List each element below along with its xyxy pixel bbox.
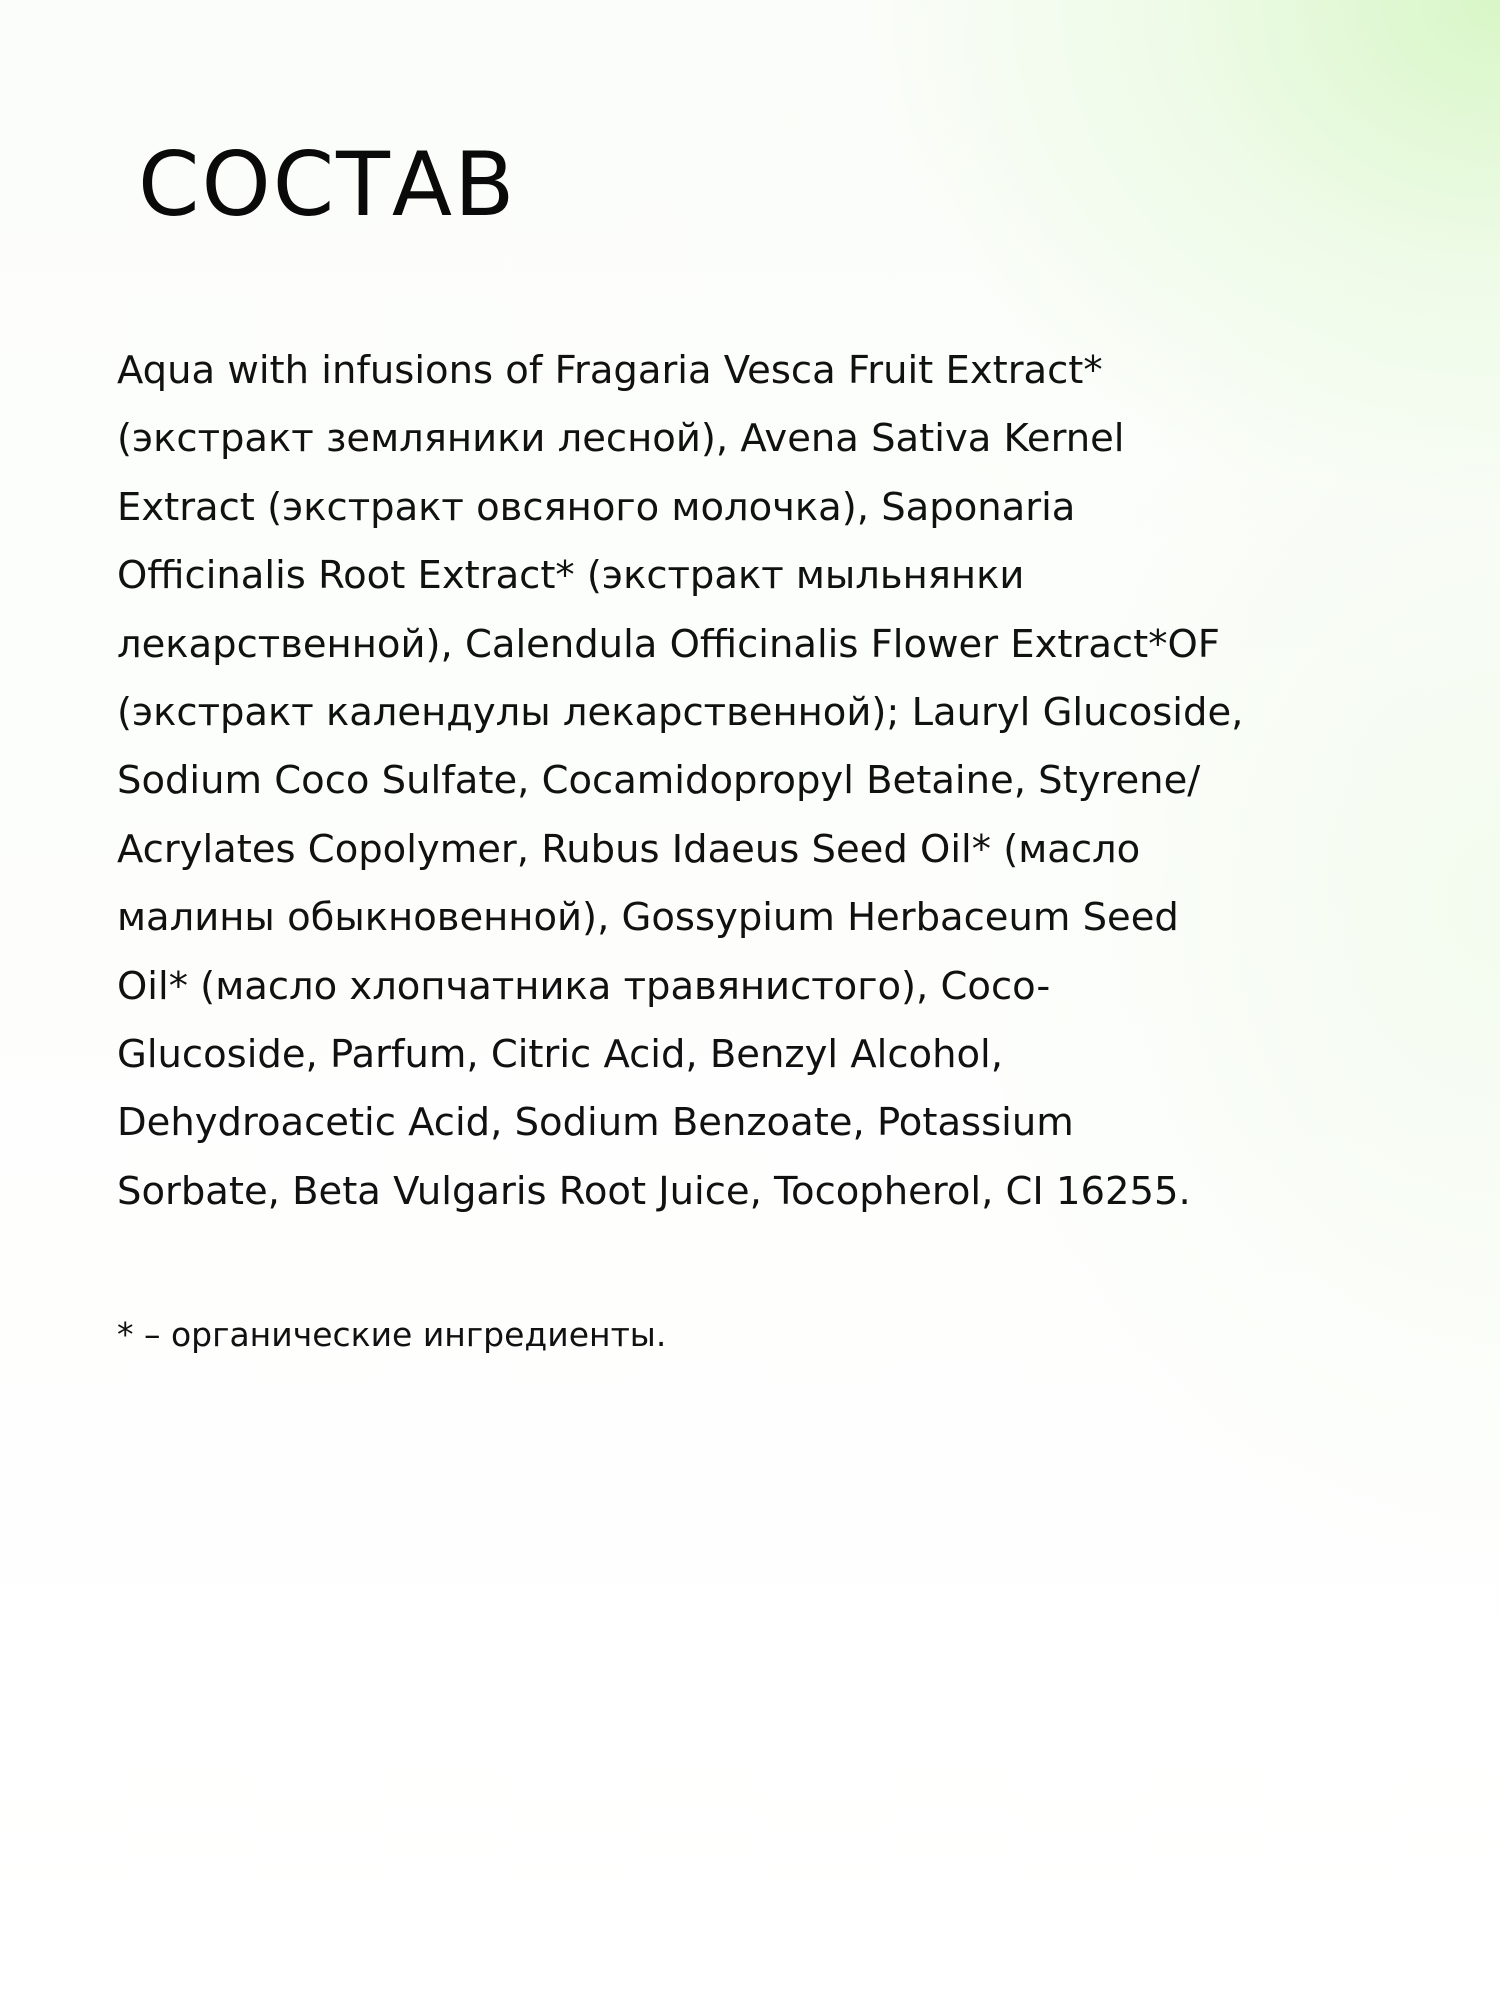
ingredients-line: (экстракт земляники лесной), Avena Sativa Kernel: [117, 416, 1125, 462]
ingredients-line: Sodium Coco Sulfate, Cocamidopropyl Betaine, Styrene/: [117, 758, 1201, 804]
ingredients-line: Aqua with infusions of Fragaria Vesca Fruit Extract*: [117, 348, 1103, 393]
ingredients-line: (экстракт календулы лекарственной); Lauryl Glucoside,: [117, 690, 1244, 736]
ingredients-line: лекарственной), Calendula Officinalis Flower Extract*OF: [117, 621, 1220, 667]
ingredients-line: Acrylates Copolymer, Rubus Idaeus Seed Oil* (масло: [117, 826, 1141, 872]
ingredients-line: Dehydroacetic Acid, Sodium Benzoate, Potassium: [117, 1100, 1074, 1146]
ingredients-paragraph: [117, 337, 1367, 1226]
ingredients-line: Glucoside, Parfum, Citric Acid, Benzyl Alcohol,: [117, 1032, 1003, 1078]
organic-footnote: * – органические ингредиенты.: [117, 1315, 667, 1354]
ingredients-line: Officinalis Root Extract* (экстракт мыльнянки: [117, 553, 1025, 599]
ingredients-line: Oil* (масло хлопчатника травянистого), Coco-: [117, 963, 1051, 1009]
page-title: СОСТАВ: [138, 133, 517, 236]
ingredients-line: Extract (экстракт овсяного молочка), Saponaria: [117, 484, 1076, 530]
ingredients-line: малины обыкновенной), Gossypium Herbaceum Seed: [117, 895, 1179, 941]
ingredients-line: Sorbate, Beta Vulgaris Root Juice, Tocopherol, CI 16255.: [117, 1168, 1191, 1214]
